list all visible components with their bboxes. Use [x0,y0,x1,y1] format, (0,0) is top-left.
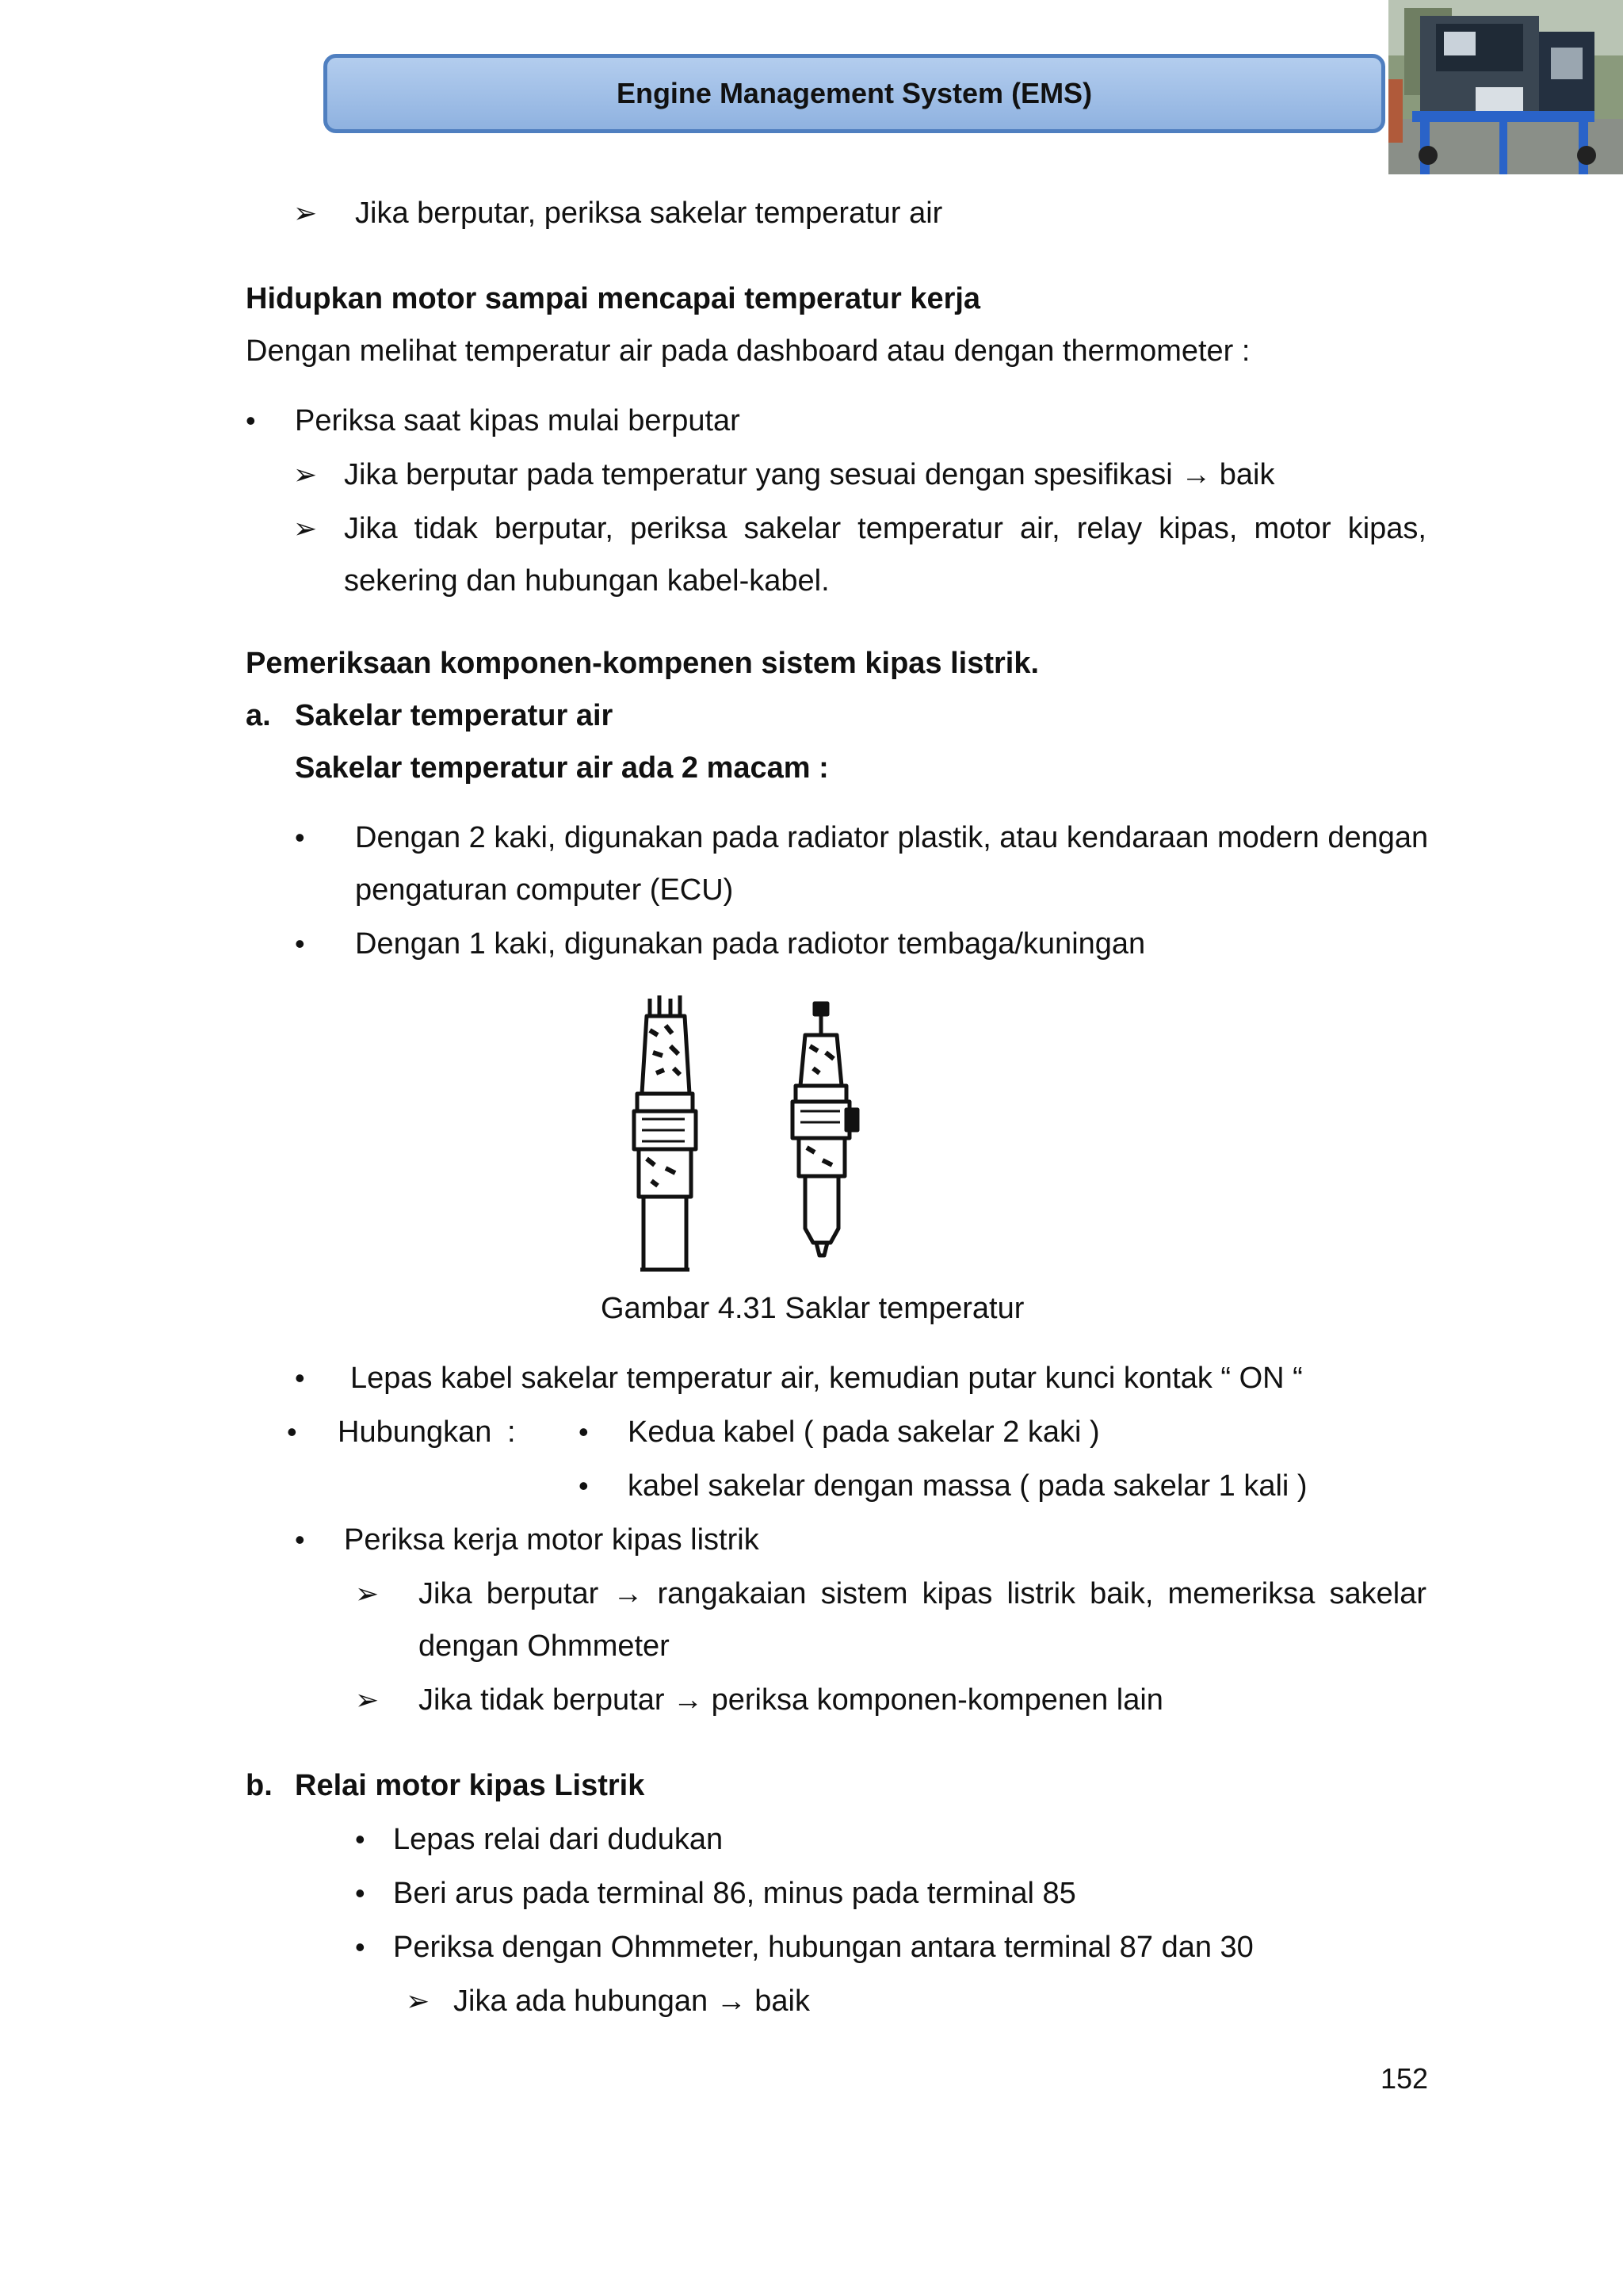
list-item-continuation: pengaturan computer (ECU) [355,873,734,907]
bullet-dot: • [295,821,305,854]
bullet-dot: • [295,1523,305,1556]
list-item: Periksa kerja motor kipas listrik [344,1523,759,1557]
list-marker: a. [246,699,271,732]
list-item: kabel sakelar dengan massa ( pada sakelar 1 kali ) [628,1469,1308,1503]
bullet-dot: • [579,1469,589,1502]
list-item: Dengan 2 kaki, digunakan pada radiator plastik, atau kendaraan modern dengan [355,821,1429,854]
connect-colon: : [507,1415,516,1449]
arrow-bullet: ➢ [355,1683,380,1716]
list-item: Jika berputar pada temperatur yang sesuai dengan spesifikasi → baik [344,458,1275,491]
document-title: Engine Management System (EMS) [616,77,1093,109]
one-terminal-switch-drawing [792,1003,857,1255]
page-number: 152 [1381,2062,1429,2095]
list-item: Jika berputar → rangakaian sistem kipas listrik baik, memeriksa sakelar [418,1577,1426,1610]
list-marker: b. [246,1769,273,1802]
list-item: Jika ada hubungan → baik [453,1985,810,2018]
figure-caption: Gambar 4.31 Saklar temperatur [601,1292,1025,1325]
bullet-dot: • [355,1931,365,1963]
subsection-title: Sakelar temperatur air [295,699,613,732]
bullet-dot: • [287,1415,297,1448]
arrow-bullet: ➢ [355,1577,380,1610]
list-item-continuation: dengan Ohmmeter [418,1629,670,1663]
bullet-dot: • [246,404,256,437]
list-item: Jika tidak berputar, periksa sakelar temperatur air, relay kipas, motor kipas, [344,512,1426,545]
connect-label: Hubungkan [338,1415,492,1449]
list-item: Periksa dengan Ohmmeter, hubungan antara terminal 87 dan 30 [393,1931,1254,1964]
arrow-bullet: ➢ [293,458,318,491]
engine-trainer-photo [1388,0,1623,174]
two-terminal-switch-drawing [634,995,696,1270]
section-heading: Pemeriksaan komponen-kompenen sistem kipas listrik. [246,647,1040,680]
list-item: Periksa saat kipas mulai berputar [295,404,740,437]
section-heading: Hidupkan motor sampai mencapai temperatur kerja [246,282,981,315]
list-item: Beri arus pada terminal 86, minus pada terminal 85 [393,1877,1076,1910]
list-item: Jika tidak berputar → periksa komponen-kompenen lain [418,1683,1163,1717]
list-item: Lepas kabel sakelar temperatur air, kemudian putar kunci kontak “ ON “ [350,1362,1303,1395]
list-item-continuation: sekering dan hubungan kabel-kabel. [344,564,830,598]
bullet-dot: • [579,1415,589,1448]
bullet-dot: • [355,1877,365,1909]
arrow-bullet: ➢ [293,512,318,544]
subsection-title: Relai motor kipas Listrik [295,1769,645,1802]
bullet-dot: • [295,927,305,960]
paragraph: Dengan melihat temperatur air pada dashboard atau dengan thermometer : [246,334,1251,368]
list-item: Dengan 1 kaki, digunakan pada radiotor tembaga/kuningan [355,927,1146,961]
arrow-bullet: ➢ [406,1985,430,2017]
temperature-switch-figure [618,991,888,1276]
arrow-bullet: ➢ [293,197,318,229]
list-item: Kedua kabel ( pada sakelar 2 kaki ) [628,1415,1100,1449]
header-banner [323,54,1385,133]
subsection-subtitle: Sakelar temperatur air ada 2 macam : [295,751,829,785]
bullet-dot: • [355,1823,365,1855]
list-item: Lepas relai dari dudukan [393,1823,724,1856]
bullet-dot: • [295,1362,305,1394]
list-item: Jika berputar, periksa sakelar temperatur air [355,197,943,230]
